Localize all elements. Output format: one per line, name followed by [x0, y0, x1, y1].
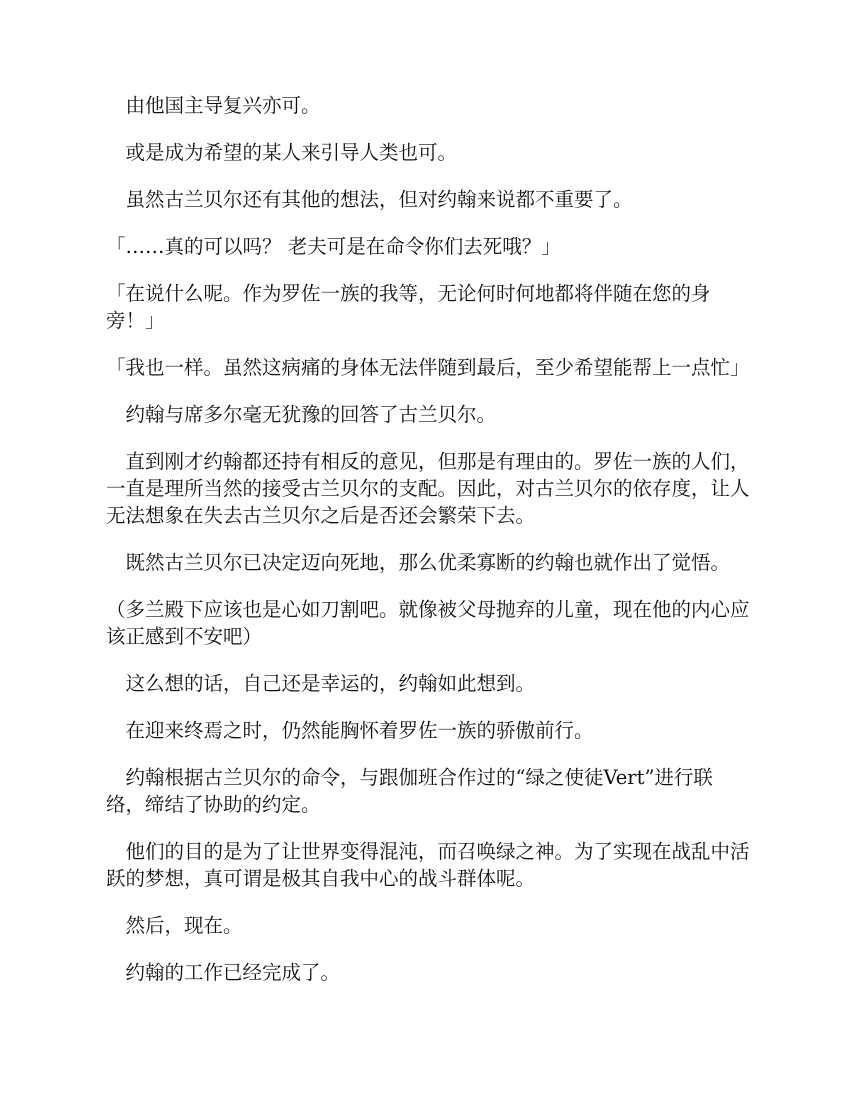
paragraph: 在迎来终焉之时，仍然能胸怀着罗佐一族的骄傲前行。	[106, 719, 594, 742]
paragraph: 他们的目的是为了让世界变得混沌，而召唤绿之神。为了实现在战乱中活跃的梦想，真可谓是极其自我中心的战斗群体呢。	[106, 840, 750, 890]
paragraph: 或是成为希望的某人来引导人类也可。	[106, 141, 458, 164]
paragraph: 约翰与席多尔毫无犹豫的回答了古兰贝尔。	[106, 403, 497, 426]
dialogue-paragraph: 「在说什么呢。作为罗佐一族的我等，无论何时何地都将伴随在您的身旁！」	[106, 282, 711, 332]
paragraph: 然后，现在。	[106, 914, 243, 937]
paragraph: 约翰根据古兰贝尔的命令，与跟伽班合作过的“绿之使徒Vert”进行联络，缔结了协助的约定。	[106, 766, 713, 816]
paragraph: 虽然古兰贝尔还有其他的想法，但对约翰来说都不重要了。	[106, 188, 633, 211]
dialogue-paragraph: 「我也一样。虽然这病痛的身体无法伴随到最后，至少希望能帮上一点忙」	[106, 356, 750, 379]
paragraph: 约翰的工作已经完成了。	[106, 961, 341, 984]
paragraph: 这么想的话，自己还是幸运的，约翰如此想到。	[106, 672, 536, 695]
paragraph: 直到刚才约翰都还持有相反的意见，但那是有理由的。罗佐一族的人们，一直是理所当然的接受古兰贝尔的支配。因此，对古兰贝尔的依存度，让人无法想象在失去古兰贝尔之后是否还会繁荣下去。	[106, 450, 750, 527]
paragraph: 既然古兰贝尔已决定迈向死地，那么优柔寡断的约翰也就作出了觉悟。	[106, 551, 731, 574]
paragraph: 由他国主导复兴亦可。	[106, 94, 321, 117]
dialogue-paragraph: 「……真的可以吗？ 老夫可是在命令你们去死哦？」	[106, 235, 561, 258]
thought-paragraph: （多兰殿下应该也是心如刀割吧。就像被父母抛弃的儿童，现在他的内心应该正感到不安吧）	[106, 598, 750, 648]
